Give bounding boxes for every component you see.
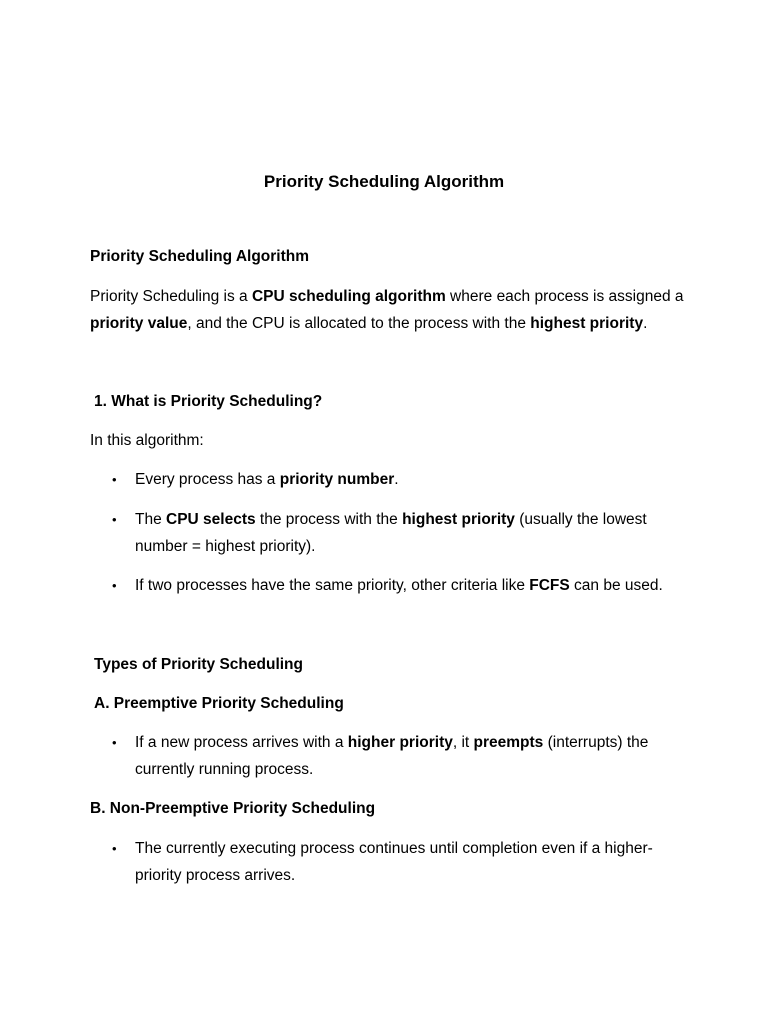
list-item: • If two processes have the same priority, other criteria like FCFS can be used. <box>112 572 712 599</box>
bullet-icon: • <box>112 512 117 527</box>
type-a-heading: A. Preemptive Priority Scheduling <box>94 695 344 712</box>
list-item: • The CPU selects the process with the highest priority (usually the lowest number = highest priority). <box>112 506 664 560</box>
list-item: • If a new process arrives with a higher priority, it preempts (interrupts) the currently running process. <box>112 729 682 783</box>
types-heading: Types of Priority Scheduling <box>94 656 303 673</box>
bullet-icon: • <box>112 841 117 856</box>
question-heading: 1. What is Priority Scheduling? <box>94 393 323 410</box>
section-heading: Priority Scheduling Algorithm <box>90 248 310 265</box>
intro-paragraph: Priority Scheduling is a CPU scheduling algorithm where each process is assigned a priority value, and the CPU is allocated to the process with the highest priority. <box>90 288 684 332</box>
document-title: Priority Scheduling Algorithm <box>263 172 505 191</box>
list-item: • Every process has a priority number. <box>112 466 682 493</box>
bullet-icon: • <box>112 735 117 750</box>
list-item: • The currently executing process continues until completion even if a higher-priority process arrives. <box>112 835 682 889</box>
type-b-heading: B. Non-Preemptive Priority Scheduling <box>90 800 376 817</box>
bullet-icon: • <box>112 472 117 487</box>
lead-text: In this algorithm: <box>90 432 204 449</box>
bullet-icon: • <box>112 578 117 593</box>
